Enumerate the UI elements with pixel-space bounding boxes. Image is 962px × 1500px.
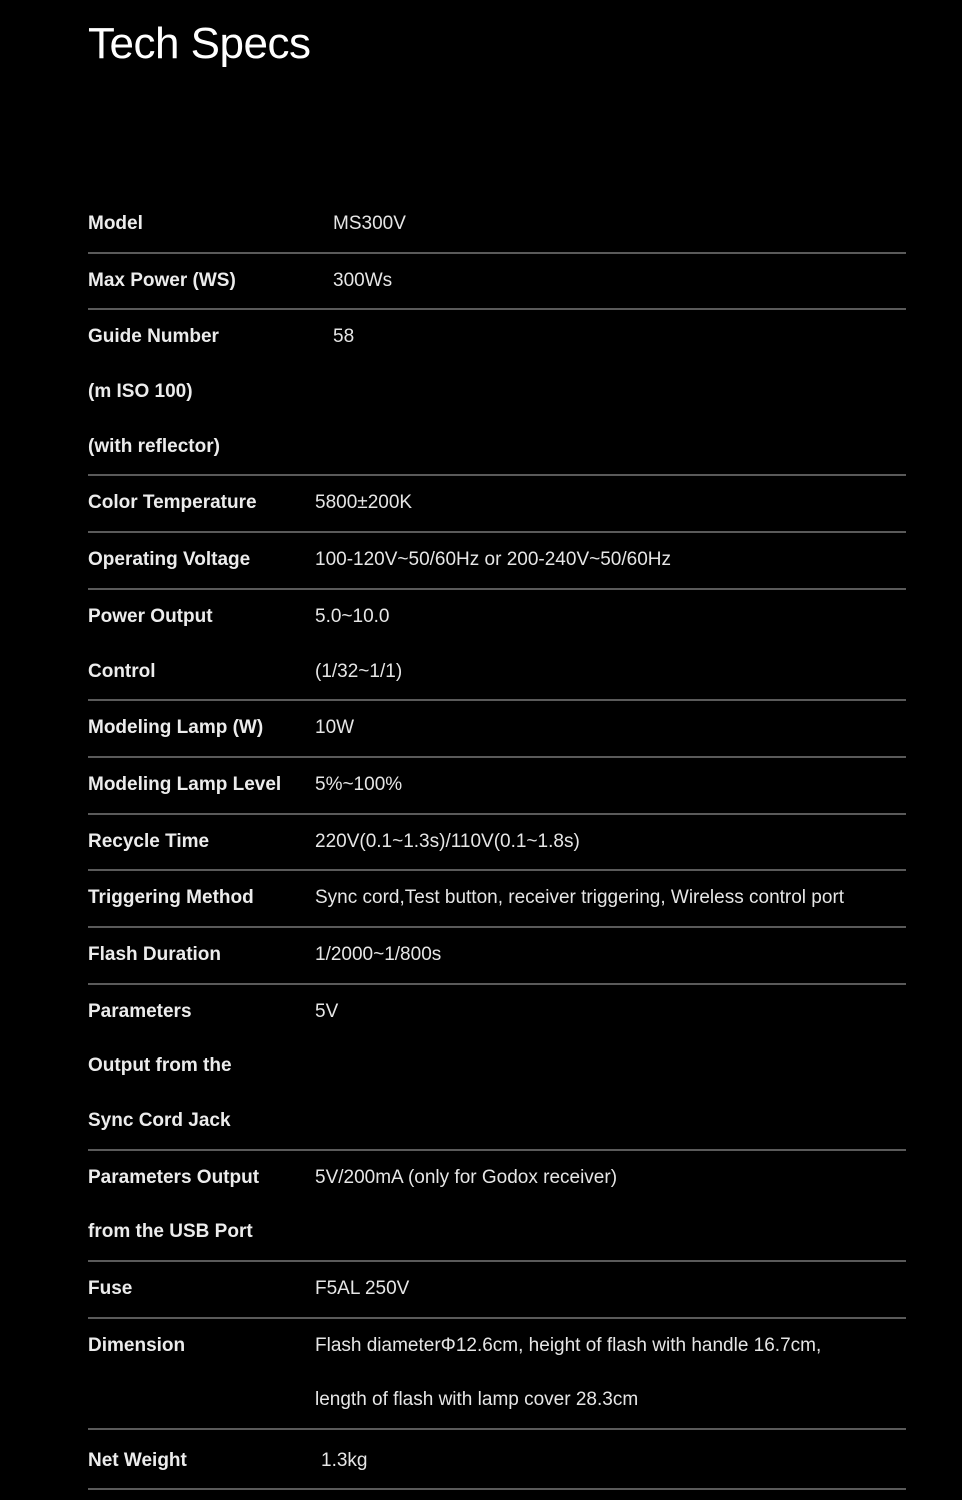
spec-label — [88, 1319, 315, 1428]
spec-value — [315, 985, 906, 1149]
spec-value-line: 1.3kg — [321, 1450, 368, 1472]
spec-label-line: Sync Cord Jack — [88, 1110, 231, 1131]
spec-label — [88, 254, 333, 309]
spec-label-line: Power Output — [88, 605, 213, 627]
spec-label-line: Color Temperature — [88, 492, 257, 514]
spec-value-line: 10W — [315, 717, 355, 739]
spec-value-line: 100-120V~50/60Hz or 200-240V~50/60Hz — [315, 549, 671, 571]
spec-row-net-weight — [88, 1430, 906, 1490]
spec-value — [315, 1151, 906, 1260]
spec-label — [88, 815, 315, 870]
spec-label-line: (m ISO 100) — [88, 381, 193, 403]
spec-label-line: Fuse — [88, 1278, 133, 1300]
spec-row-power-output-control — [88, 590, 906, 701]
spec-value-line: 1/2000~1/800s — [315, 943, 442, 965]
spec-value-line: length of flash with lamp cover 28.3cm — [315, 1389, 639, 1411]
spec-label-line: Dimension — [88, 1334, 186, 1356]
spec-row-dimension — [88, 1319, 906, 1430]
spec-row-max-power — [88, 254, 906, 311]
spec-value-line: 220V(0.1~1.3s)/110V(0.1~1.8s) — [315, 830, 580, 852]
spec-value — [333, 310, 906, 474]
spec-label — [88, 197, 333, 252]
spec-value-line: Sync cord,Test button, receiver triggering, Wireless control port — [315, 887, 845, 909]
spec-label — [88, 590, 315, 699]
spec-label — [88, 1262, 315, 1317]
page-title: Tech Specs — [88, 19, 311, 68]
spec-value-line: Flash diameterΦ12.6cm, height of flash with handle 16.7cm, — [315, 1334, 822, 1356]
spec-row-operating-voltage — [88, 533, 906, 590]
spec-label-line: Modeling Lamp Level — [88, 773, 282, 795]
spec-value — [333, 254, 906, 309]
spec-label — [88, 1151, 315, 1260]
spec-value-line: 5.0~10.0 — [315, 605, 390, 627]
spec-label — [88, 476, 315, 531]
spec-label-line: Modeling Lamp (W) — [88, 717, 264, 739]
spec-table — [88, 197, 906, 1490]
spec-value-line: F5AL 250V — [315, 1278, 410, 1300]
spec-value — [315, 928, 906, 983]
spec-label-line: Recycle Time — [88, 830, 210, 852]
spec-label — [88, 758, 315, 813]
spec-value-line: 5V/200mA (only for Godox receiver) — [315, 1166, 618, 1188]
spec-row-modeling-lamp-level — [88, 758, 906, 815]
spec-value — [315, 1262, 906, 1317]
spec-label-line: Parameters Output — [88, 1166, 260, 1188]
spec-value — [315, 758, 906, 813]
spec-value-line: 5800±200K — [315, 492, 413, 514]
spec-label-line: Guide Number — [88, 326, 219, 348]
spec-row-usb-output — [88, 1151, 906, 1262]
spec-value-line: (1/32~1/1) — [315, 660, 403, 682]
spec-row-modeling-lamp — [88, 701, 906, 758]
spec-label-line: Max Power (WS) — [88, 269, 236, 291]
spec-row-flash-duration — [88, 928, 906, 985]
spec-value — [315, 533, 906, 588]
spec-row-recycle-time — [88, 815, 906, 872]
spec-label — [88, 985, 315, 1149]
spec-value — [315, 871, 906, 926]
spec-label-line: Triggering Method — [88, 887, 254, 909]
spec-row-sync-cord-output — [88, 985, 906, 1151]
spec-label-line: Flash Duration — [88, 943, 222, 965]
spec-label — [88, 533, 315, 588]
spec-value — [315, 1430, 906, 1488]
spec-label-line: Control — [88, 660, 156, 682]
spec-value — [315, 701, 906, 756]
spec-label-line: Output from the — [88, 1055, 232, 1077]
spec-label-line: Model — [88, 213, 143, 234]
spec-label — [88, 701, 315, 756]
spec-value-line: 58 — [333, 326, 355, 348]
spec-row-guide-number — [88, 310, 906, 476]
spec-row-color-temperature — [88, 476, 906, 533]
spec-value — [315, 476, 906, 531]
spec-value-line: 300Ws — [333, 269, 393, 291]
spec-value — [315, 1319, 906, 1428]
spec-value — [333, 197, 906, 252]
spec-label-line: Parameters — [88, 1000, 192, 1022]
spec-row-fuse — [88, 1262, 906, 1319]
spec-value — [315, 590, 906, 699]
spec-value-line: 5V — [315, 1000, 339, 1022]
spec-value-line: 5%~100% — [315, 773, 403, 795]
spec-label-line: Operating Voltage — [88, 549, 251, 571]
spec-label — [88, 1430, 315, 1488]
spec-value — [315, 815, 906, 870]
spec-label-line: Net Weight — [88, 1450, 187, 1472]
spec-label — [88, 310, 333, 474]
spec-label — [88, 928, 315, 983]
spec-label-line: (with reflector) — [88, 435, 220, 457]
spec-value-line: MS300V — [333, 213, 406, 234]
spec-row-model — [88, 197, 906, 254]
spec-row-triggering-method — [88, 871, 906, 928]
spec-label-line: from the USB Port — [88, 1221, 253, 1243]
spec-label — [88, 871, 315, 926]
